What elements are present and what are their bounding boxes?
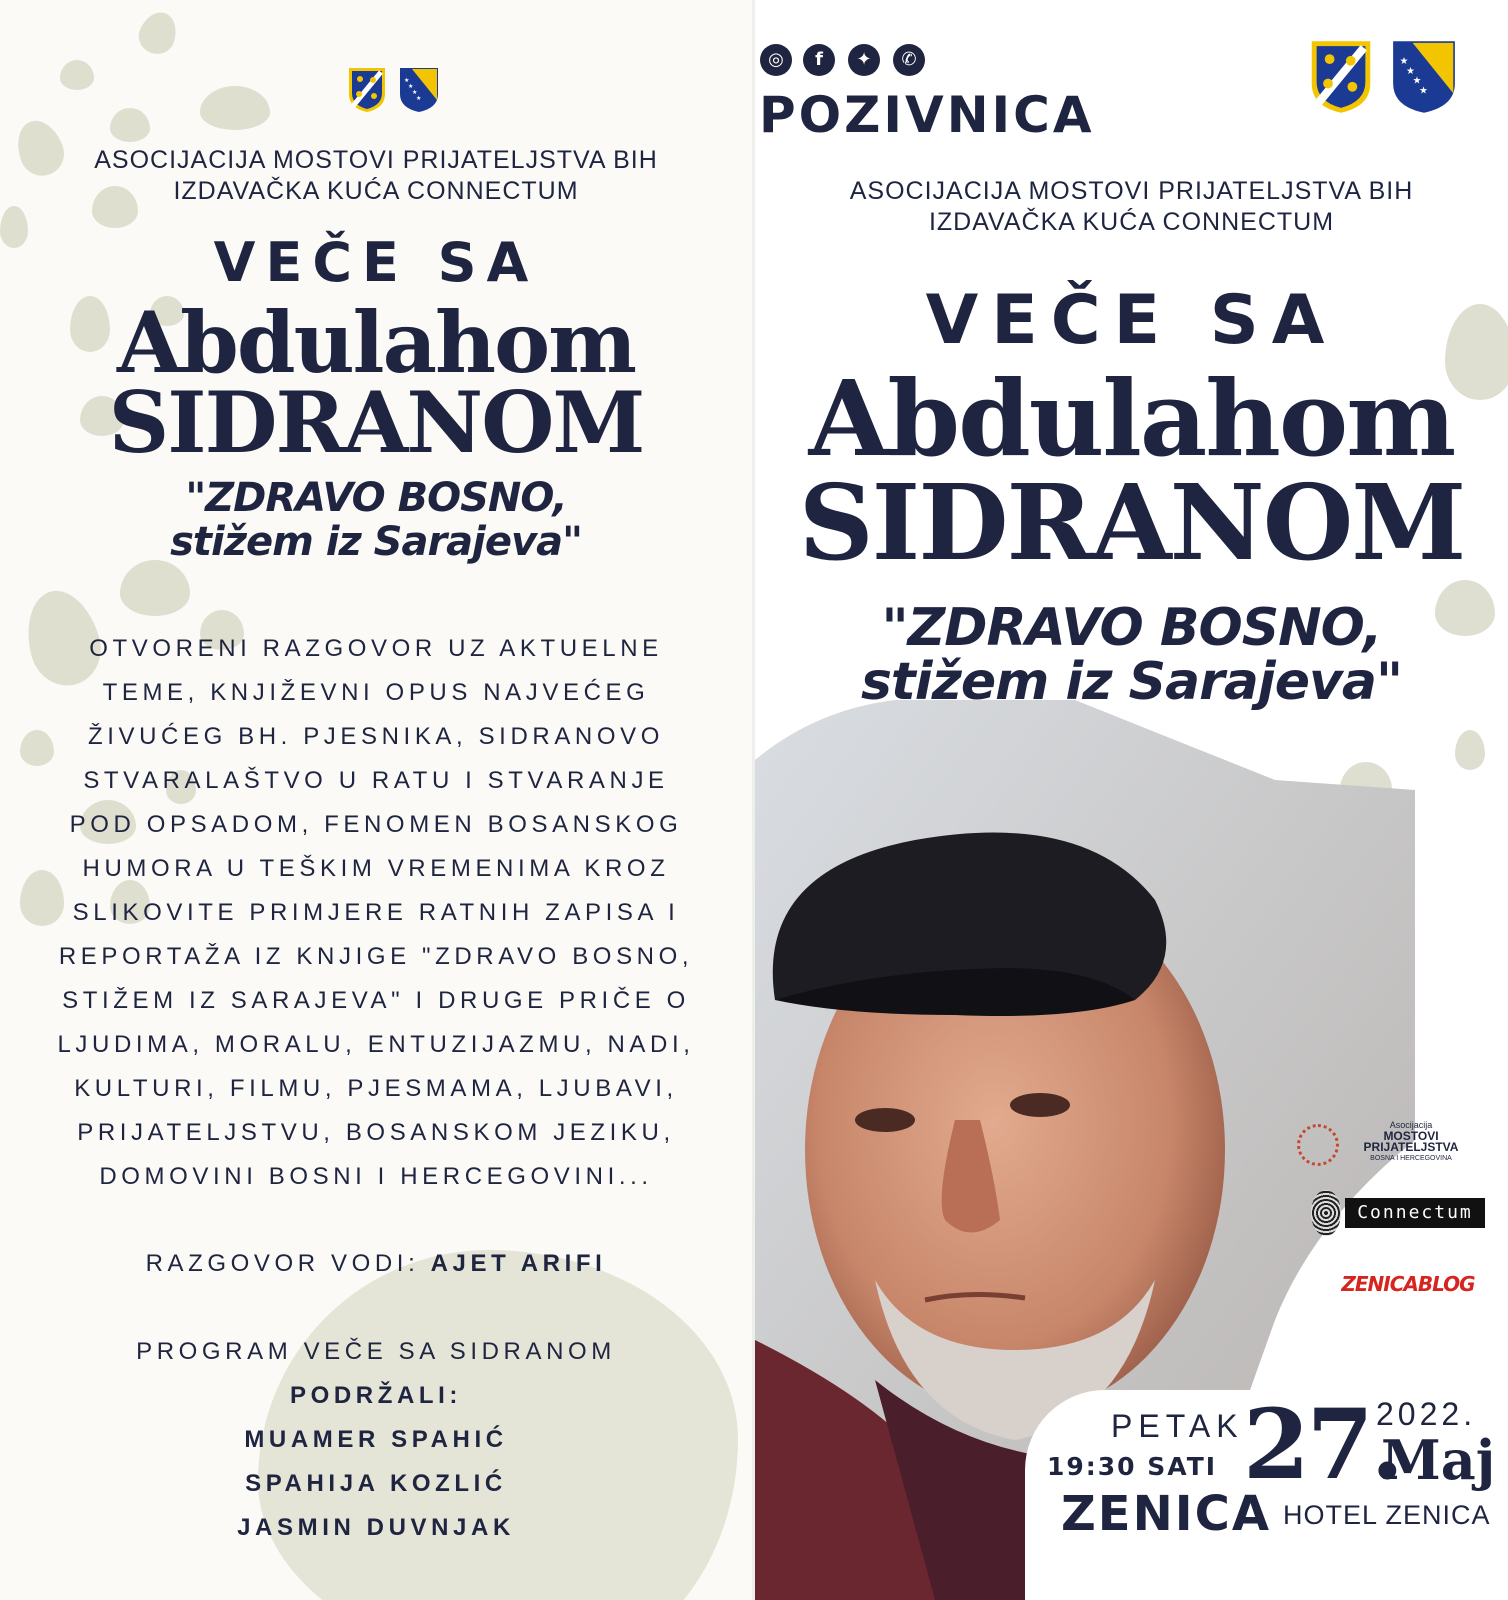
pozivnica-label: POZIVNICA xyxy=(759,86,1095,144)
facebook-icon[interactable]: f xyxy=(803,44,835,76)
bih-old-flag-icon xyxy=(1307,38,1375,116)
subtitle-quote-line-2: stižem iz Sarajeva" xyxy=(860,652,1403,712)
svg-text:★: ★ xyxy=(412,89,418,96)
description-line: REPORTAŽA IZ KNJIGE "ZDRAVO BOSNO, xyxy=(58,943,694,970)
mostovi-title-2: PRIJATELJSTVA xyxy=(1363,1140,1459,1154)
svg-text:★: ★ xyxy=(416,95,422,102)
mostovi-sub: BOSNA I HERCEGOVINA xyxy=(1370,1155,1452,1162)
organizer-line-2: IZDAVAČKA KUĆA CONNECTUM xyxy=(928,208,1335,236)
connectum-logo xyxy=(1311,1190,1491,1236)
sponsor-name: MUAMER SPAHIĆ xyxy=(244,1426,508,1453)
fingerprint-icon xyxy=(1311,1190,1341,1236)
description-text xyxy=(0,627,752,1199)
title-vece-sa: VEČE SA xyxy=(213,231,539,294)
svg-text:★: ★ xyxy=(1412,75,1422,87)
sponsor-name: SPAHIJA KOZLIĆ xyxy=(245,1470,507,1497)
moderator-line xyxy=(0,1242,752,1286)
description-line: ŽIVUĆEG BH. PJESNIKA, SIDRANOVO xyxy=(87,723,665,750)
event-day: 27. xyxy=(1243,1388,1402,1501)
description-line: OTVORENI RAZGOVOR UZ AKTUELNE xyxy=(89,635,663,662)
decor-blob xyxy=(110,108,150,142)
organizer-text xyxy=(755,176,1508,238)
title-name-last: SIDRANOM xyxy=(108,373,644,472)
organizer-text xyxy=(0,145,752,207)
title-vece-sa: VEČE SA xyxy=(925,281,1338,360)
decor-blob xyxy=(134,7,182,59)
moderator-label: RAZGOVOR VODI: xyxy=(145,1250,420,1277)
mostovi-title-1: MOSTOVI xyxy=(1383,1129,1439,1143)
svg-text:★: ★ xyxy=(404,77,410,84)
svg-text:★: ★ xyxy=(1406,65,1415,77)
description-line: HUMORA U TEŠKIM VREMENIMA KROZ xyxy=(82,855,670,882)
decor-blob xyxy=(60,60,94,90)
zenicablog-logo: ZENICABLOG xyxy=(1341,1272,1475,1296)
program-label: PROGRAM VEČE SA SIDRANOM xyxy=(136,1338,616,1365)
organizer-line-1: ASOCIJACIJA MOSTOVI PRIJATELJSTVA BIH xyxy=(849,177,1414,205)
svg-text:★: ★ xyxy=(1419,85,1428,97)
connectum-label: Connectum xyxy=(1345,1198,1485,1228)
twitter-icon[interactable]: ✦ xyxy=(848,44,880,76)
event-day-name: PETAK xyxy=(1111,1408,1244,1444)
description-line: PRIJATELJSTVU, BOSANSKOM JEZIKU, xyxy=(77,1119,675,1146)
event-time: 19:30 SATI xyxy=(1047,1452,1218,1481)
svg-text:★: ★ xyxy=(1399,56,1409,67)
description-line: SLIKOVITE PRIMJERE RATNIH ZAPISA I xyxy=(72,899,680,926)
description-line: STIŽEM IZ SARAJEVA" I DRUGE PRIČE O xyxy=(62,987,690,1014)
title-name-first: Abdulahom xyxy=(116,293,636,392)
decor-blob xyxy=(120,560,190,616)
title-name-last: SIDRANOM xyxy=(798,461,1465,584)
description-line: STVARALAŠTVO U RATU I STVARANJE xyxy=(83,767,669,794)
subtitle-quote-line-2: stižem iz Sarajeva" xyxy=(170,519,582,565)
bih-flag-icon xyxy=(398,66,440,114)
organizer-line-2: IZDAVAČKA KUĆA CONNECTUM xyxy=(173,177,579,205)
description-line: POD OPSADOM, FENOMEN BOSANSKOG xyxy=(69,811,683,838)
whatsapp-icon[interactable]: ✆ xyxy=(893,44,925,76)
event-venue: HOTEL ZENICA xyxy=(1283,1500,1491,1530)
left-panel xyxy=(0,0,752,1600)
description-line: LJUDIMA, MORALU, ENTUZIJAZMU, NADI, xyxy=(57,1031,695,1058)
svg-text:★: ★ xyxy=(408,83,414,90)
supported-label: PODRŽALI: xyxy=(289,1382,463,1409)
event-year: 2022. xyxy=(1376,1396,1477,1432)
subtitle-quote-line-1: "ZDRAVO BOSNO, xyxy=(185,475,567,521)
decor-blob xyxy=(1455,730,1485,770)
mostovi-small-text: Asocijacija xyxy=(1389,1120,1433,1130)
event-month: Maj xyxy=(1381,1428,1496,1492)
description-line: KULTURI, FILMU, PJESMAMA, LJUBAVI, xyxy=(74,1075,678,1102)
mostovi-prijateljstva-logo xyxy=(1297,1120,1477,1170)
moderator-name: AJET ARIFI xyxy=(430,1250,607,1277)
bih-flag-icon xyxy=(1389,38,1459,116)
right-panel xyxy=(755,0,1508,1600)
subtitle-quote-line-1: "ZDRAVO BOSNO, xyxy=(881,598,1382,658)
decor-blob xyxy=(200,86,270,130)
bih-old-flag-icon xyxy=(347,66,387,114)
mostovi-emblem-icon xyxy=(1297,1124,1339,1166)
title-name-first: Abdulahom xyxy=(808,357,1455,480)
description-line: DOMOVINI BOSNI I HERCEGOVINI... xyxy=(99,1163,653,1190)
organizer-line-1: ASOCIJACIJA MOSTOVI PRIJATELJSTVA BIH xyxy=(94,146,658,174)
event-city: ZENICA xyxy=(1061,1486,1271,1542)
description-line: TEME, KNJIŽEVNI OPUS NAJVEĆEG xyxy=(102,679,650,706)
instagram-icon[interactable]: ◎ xyxy=(760,44,792,76)
sponsor-name: JASMIN DUVNJAK xyxy=(237,1514,515,1541)
